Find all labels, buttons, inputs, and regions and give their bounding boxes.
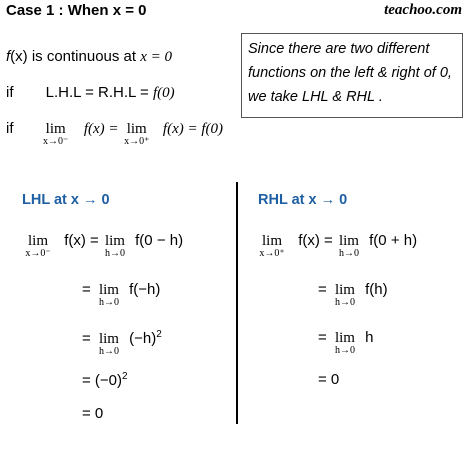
lhl-h-limit-2: [98, 281, 119, 308]
rhl-h-limit-3: [334, 329, 355, 356]
lhl-step-5: = 0: [82, 405, 104, 422]
lhl-step-4-exponent: 2: [122, 371, 128, 382]
f-symbol: f: [6, 48, 11, 65]
lhl-step-2: [82, 281, 161, 308]
rhl-step-1-end: f(0 + h): [369, 232, 418, 249]
lhl-left-limit: [25, 232, 51, 259]
rhl-h-limit-3-sub: h→0: [334, 345, 355, 356]
rhl-step-4: = 0: [318, 371, 340, 388]
lhl-step-1-mid: f(x) =: [64, 232, 99, 249]
limit-expression-mid: f(x) =: [83, 121, 119, 137]
rhl-h-limit-2: [334, 281, 355, 308]
lhl-step-3-exponent: 2: [156, 329, 162, 340]
rhl-step-2-eq: =: [318, 281, 327, 298]
right-limit: [124, 120, 150, 147]
teachoo-logo: teachoo.com: [384, 2, 462, 18]
lhl-step-4: [82, 371, 128, 389]
lim-word: lim: [338, 233, 359, 249]
if-label-2: if: [6, 120, 14, 137]
lhl-step-3-end: (−h): [129, 330, 157, 347]
lim-word: lim: [126, 121, 147, 137]
rhl-step-3-eq: =: [318, 329, 327, 346]
rhl-h-limit: [338, 232, 359, 259]
condition-line: [6, 84, 175, 102]
lim-word: lim: [334, 282, 355, 298]
rhl-step-1: [259, 232, 418, 259]
continuity-text: (x) is continuous at: [10, 48, 141, 65]
rhl-step-2: [318, 281, 388, 308]
limit-expression-end: f(x) = f(0): [162, 121, 224, 137]
lim-word: lim: [104, 233, 125, 249]
lhl-heading: LHL at x → 0: [22, 192, 110, 208]
lhl-step-2-end: f(−h): [129, 281, 161, 298]
right-limit-sub: x→0⁺: [124, 136, 150, 147]
lim-word: lim: [262, 233, 283, 249]
rhl-left-limit: [259, 232, 285, 259]
lim-word: lim: [98, 331, 119, 347]
lhl-h-limit-sub: h→0: [104, 248, 125, 259]
lhl-step-3-eq: =: [82, 330, 91, 347]
continuity-statement: [6, 48, 172, 66]
lim-word: lim: [45, 121, 66, 137]
lim-word: lim: [28, 233, 49, 249]
column-divider: [236, 182, 238, 424]
lhl-h-limit-3: [98, 330, 119, 357]
lhl-step-3: [82, 329, 162, 357]
lhl-step-4-text: = (−0): [82, 372, 123, 389]
lhl-h-limit-2-sub: h→0: [98, 297, 119, 308]
rhl-step-1-mid: f(x) =: [298, 232, 333, 249]
lim-word: lim: [98, 282, 119, 298]
rhl-left-limit-sub: x→0⁺: [259, 248, 285, 259]
rhl-h-limit-sub: h→0: [338, 248, 359, 259]
limit-equality-line: [6, 120, 224, 147]
rhl-step-2-end: f(h): [365, 281, 388, 298]
rhl-step-3-end: h: [365, 329, 374, 346]
lhl-step-2-eq: =: [82, 281, 91, 298]
case-title: Case 1 : When x = 0: [6, 2, 147, 19]
lim-word: lim: [334, 330, 355, 346]
lhl-step-1: [25, 232, 184, 259]
if-label: if: [6, 84, 14, 101]
left-limit-sub: x→0⁻: [43, 136, 69, 147]
rhl-h-limit-2-sub: h→0: [334, 297, 355, 308]
left-limit: [43, 120, 69, 147]
lhl-step-1-end: f(0 − h): [135, 232, 184, 249]
lhl-rhl-text: L.H.L = R.H.L =: [45, 84, 153, 101]
rhl-step-3: [318, 329, 374, 356]
f-of-zero: f(0): [152, 85, 175, 101]
explanation-note-box: Since there are two different functions on the left & right of 0, we take LHL & RHL .: [241, 33, 463, 118]
lhl-left-limit-sub: x→0⁻: [25, 248, 51, 259]
rhl-heading: RHL at x → 0: [258, 192, 348, 208]
lhl-h-limit-3-sub: h→0: [98, 346, 119, 357]
continuity-math: x = 0: [140, 49, 173, 65]
lhl-h-limit: [104, 232, 125, 259]
